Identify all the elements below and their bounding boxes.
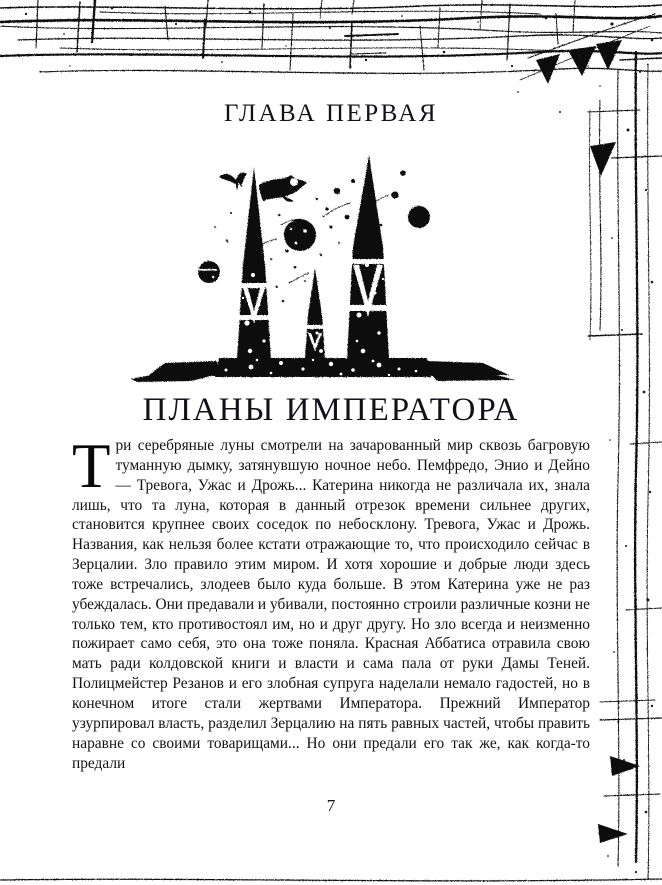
rubble-ground [131, 358, 515, 382]
page-title: ПЛАНЫ ИМПЕРАТОРА [142, 392, 520, 428]
drop-cap: Т [72, 431, 111, 501]
body-paragraph: ри серебряные луны смотрели на зачарованный мир сквозь багровую туманную дымку, затянувшую ночное небо. Пемфредо, Энио и Дейно — Тревога, Ужас и Дрожь... Катерина никогда не различала их, знала лишь, что та луна, которая в данный отрезок времени сильнее других, становится крупнее своих соседок по небосклону. Тревога, Ужас и Дрожь. Названия, как нельзя более кстати отражающие то, что происходило сейчас в Зерцалии. Зло правило этим миром. И хотя хорошие и добрые люди здесь тоже встречались, злодеев было куда больше. В этом Катерина уже не раз убеждалась. Они предавали и убивали, постоянно строили различные козни не только тем, кто противостоял им, но и друг другу. Но зло всегда и неизменно пожирает само себя, это она тоже поняла. Красная Аббатиса отравила свою мать ради колдовской книги и власти и сама пала от руки Дамы Теней. Полицмейстер Резанов и его злобная супруга наделали немало гадостей, но в конечном итоге стали жертвами Императора. Прежний Император узурпировал власть, разделил Зерцалию на пять равных частей, чтобы править наравне со своими товарищами... Но они предали его так же, как когда-то предали [72, 437, 590, 772]
moon-large-center [284, 219, 316, 251]
bat-left [219, 173, 247, 191]
page-number: 7 [326, 796, 336, 815]
chapter-label: ГЛАВА ПЕРВАЯ [223, 100, 439, 127]
body-text-block [72, 431, 590, 773]
pennant-triangles [536, 40, 622, 84]
moon-small-right [408, 206, 430, 228]
tall-right-spire [347, 155, 389, 359]
moon-small-left [198, 261, 220, 283]
chapter-illustration [131, 155, 531, 390]
short-center-spire [305, 268, 325, 359]
bat-right [259, 175, 307, 202]
